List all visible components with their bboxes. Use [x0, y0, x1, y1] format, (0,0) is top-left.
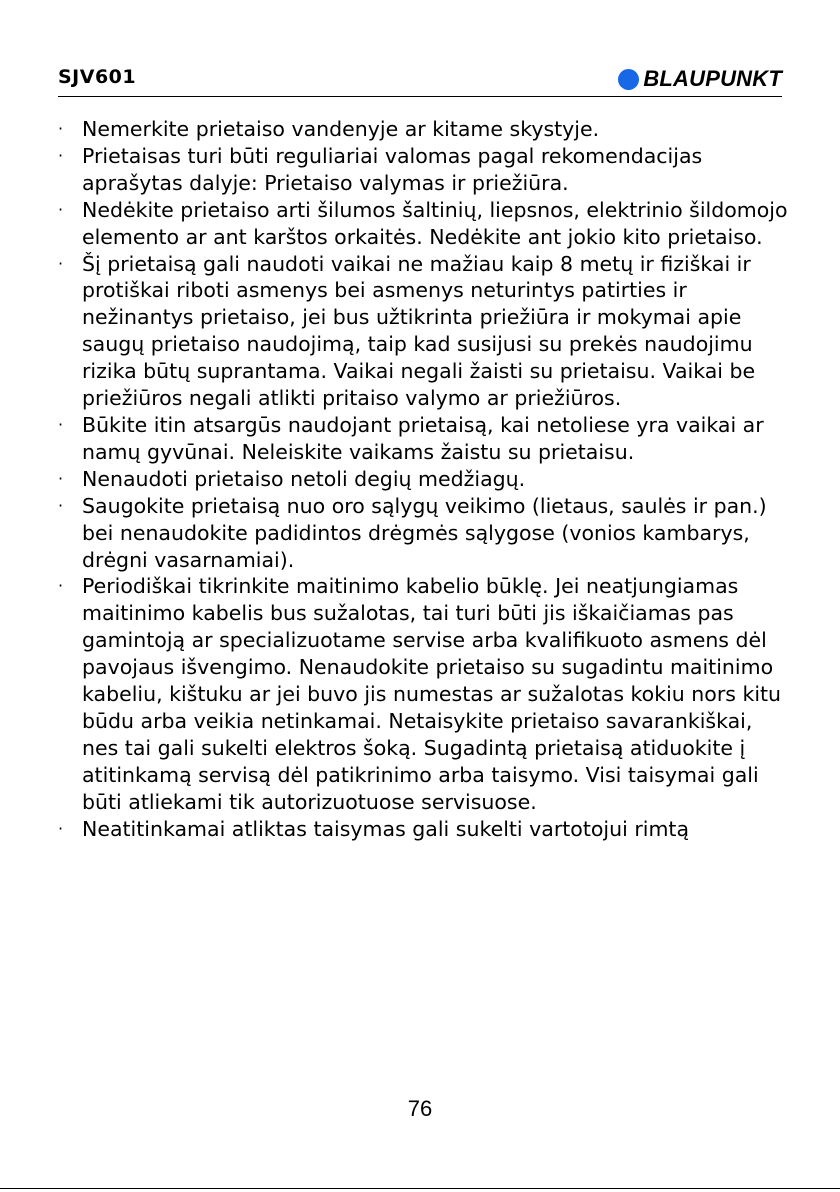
brand-name: BLAUPUNKT: [643, 66, 782, 91]
list-item-text: Prietaisas turi būti reguliariai valomas pagal rekomendacijas aprašytas dalyje: Prietaiso valymas ir priežiūra.: [82, 143, 703, 195]
header-divider: [58, 96, 782, 97]
bottom-edge-line: [0, 1188, 840, 1189]
list-item: [58, 412, 788, 466]
list-item: [58, 573, 788, 815]
list-item: [58, 466, 788, 493]
brand-logo: [618, 64, 782, 94]
list-item-text: Nenaudoti prietaiso netoli degių medžiagų.: [82, 466, 526, 491]
bullet-icon: ·: [58, 818, 64, 838]
bullet-icon: ·: [58, 576, 64, 596]
list-item: [58, 116, 788, 143]
list-item-text: Neatitinkamai atliktas taisymas gali sukelti vartotojui rimtą: [82, 816, 690, 841]
bullet-icon: ·: [58, 199, 64, 219]
bullet-icon: ·: [58, 145, 64, 165]
bullet-icon: ·: [58, 119, 64, 138]
bullet-icon: ·: [58, 253, 64, 273]
safety-instructions-list: [58, 116, 788, 842]
list-item-text: Periodiškai tikrinkite maitinimo kabelio būklę. Jei neatjungiamas maitinimo kabelis bus sužalotas, tai turi būti jis iškaičiamas pas gamintoją ar specializuotame servise arba kvalifikuoto asmens dėl pavojaus išvengimo. Nenaudokite prietaiso su sugadintu maitinimo kabeliu, kištuku ar jei buvo jis numestas ar sužalotas kokiu nors kitu būdu arba veikia netinkamai. Netaisykite prietaiso savarankiškai, nes tai gali sukelti elektros šoką. Sugadintą prietaisą atiduokite į atitinkamą servisą dėl patikrinimo arba taisymo. Visi taisymai gali būti atliekami tik autorizuotuose servisuose.: [82, 574, 782, 814]
bullet-icon: ·: [58, 468, 64, 488]
list-item: [58, 251, 788, 412]
page-number: 76: [407, 1096, 433, 1121]
list-item: [58, 816, 788, 843]
list-item-text: Nedėkite prietaiso arti šilumos šaltinių, liepsnos, elektrinio šildomojo elemento ar ant karštos orkaitės. Nedėkite ant jokio kito prietaiso.: [82, 197, 788, 249]
bullet-icon: ·: [58, 495, 64, 515]
list-item-text: Šį prietaisą gali naudoti vaikai ne mažiau kaip 8 metų ir fiziškai ir protiškai riboti asmenys bei asmenys neturintys patirties ir nežinantys prietaiso, jei bus užtikrinta priežiūra ir mokymai apie saugų prietaiso naudojimą, taip kad susijusi su prekės naudojimu rizika būtų suprantama. Vaikai negali žaisti su prietaisu. Vaikai be priežiūros negali atlikti pritaiso valymo ar priežiūros.: [82, 251, 756, 411]
bullet-icon: ·: [58, 414, 64, 434]
list-item-text: Saugokite prietaisą nuo oro sąlygų veikimo (lietaus, saulės ir pan.) bei nenaudokite padidintos drėgmės sąlygose (vonios kambarys, drėgni vasarnamiai).: [82, 493, 767, 572]
list-item-text: Nemerkite prietaiso vandenyje ar kitame skystyje.: [82, 117, 600, 141]
model-name: SJV601: [58, 66, 137, 88]
page-header: [58, 64, 782, 98]
list-item: [58, 493, 788, 574]
list-item: [58, 143, 788, 197]
list-item-text: Būkite itin atsargūs naudojant prietaisą, kai netoliese yra vaikai ar namų gyvūnai. Neleiskite vaikams žaistu su prietaisu.: [82, 412, 764, 464]
list-item: [58, 197, 788, 251]
brand-dot-icon: [618, 69, 639, 90]
